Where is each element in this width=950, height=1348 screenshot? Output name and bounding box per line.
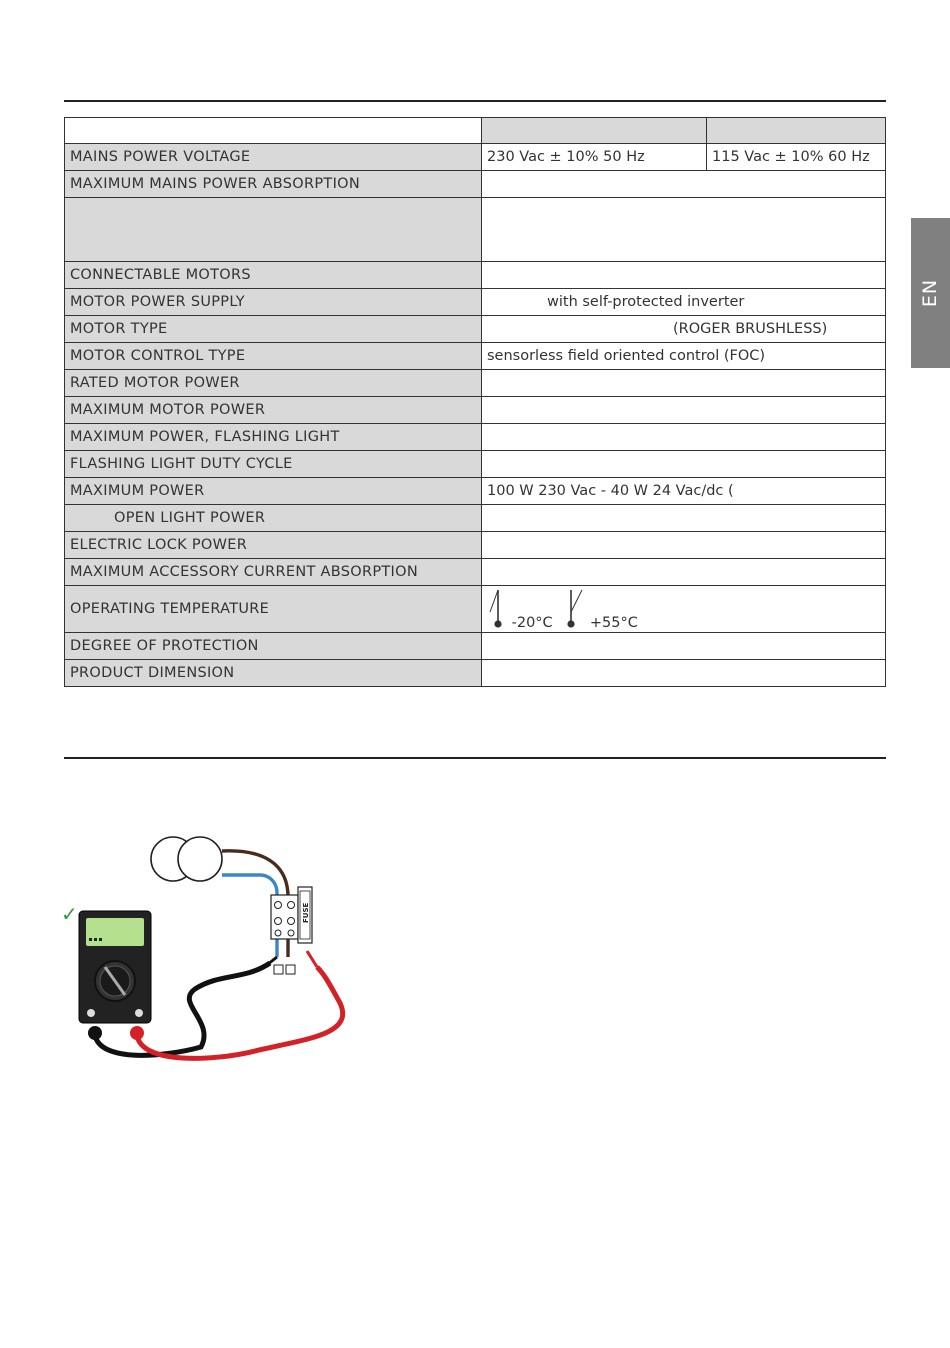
row-label: MAINS POWER VOLTAGE bbox=[65, 144, 482, 171]
row-value bbox=[482, 424, 886, 451]
row-value bbox=[482, 370, 886, 397]
row-value bbox=[482, 198, 886, 262]
blue-wire bbox=[222, 875, 277, 957]
test-terminal bbox=[286, 965, 295, 974]
table-row bbox=[65, 198, 886, 262]
row-value bbox=[482, 171, 886, 198]
row-label: MAXIMUM POWER bbox=[65, 478, 482, 505]
table-row bbox=[65, 424, 886, 451]
temperature-max: +55°C bbox=[589, 614, 638, 631]
row-label: OPERATING TEMPERATURE bbox=[65, 586, 482, 633]
row-label: MAXIMUM POWER, FLASHING LIGHT bbox=[65, 424, 482, 451]
language-tab bbox=[911, 218, 950, 368]
header-cell bbox=[65, 118, 482, 144]
test-terminal bbox=[274, 965, 283, 974]
row-label: DEGREE OF PROTECTION bbox=[65, 633, 482, 660]
table-row bbox=[65, 505, 886, 532]
header-cell bbox=[707, 118, 886, 144]
table-row bbox=[65, 559, 886, 586]
multimeter-icon bbox=[79, 911, 151, 1040]
row-value bbox=[482, 505, 886, 532]
table-row bbox=[65, 144, 886, 171]
terminal-block-icon bbox=[271, 895, 298, 939]
row-label: MOTOR CONTROL TYPE bbox=[65, 343, 482, 370]
fuse-icon bbox=[298, 887, 312, 943]
row-value bbox=[482, 559, 886, 586]
table-row bbox=[65, 397, 886, 424]
check-mark-icon: ✓ bbox=[61, 902, 78, 926]
table-row bbox=[65, 633, 886, 660]
red-probe bbox=[307, 951, 317, 967]
top-rule bbox=[64, 100, 886, 102]
table-row bbox=[65, 532, 886, 559]
thermometer-high-icon bbox=[563, 588, 585, 630]
row-value bbox=[482, 633, 886, 660]
row-label: PRODUCT DIMENSION bbox=[65, 660, 482, 687]
table-header-row bbox=[65, 118, 886, 144]
row-value: (ROGER BRUSHLESS) bbox=[482, 316, 886, 343]
row-value bbox=[482, 660, 886, 687]
row-value bbox=[482, 397, 886, 424]
row-value: 230 Vac ± 10% 50 Hz bbox=[482, 144, 707, 171]
table-row bbox=[65, 171, 886, 198]
table-row bbox=[65, 289, 886, 316]
row-label: CONNECTABLE MOTORS bbox=[65, 262, 482, 289]
row-label: MOTOR POWER SUPPLY bbox=[65, 289, 482, 316]
temperature-min: -20°C bbox=[511, 614, 553, 631]
row-label: ELECTRIC LOCK POWER bbox=[65, 532, 482, 559]
row-label: RATED MOTOR POWER bbox=[65, 370, 482, 397]
table-row bbox=[65, 478, 886, 505]
row-value bbox=[482, 262, 886, 289]
row-label: MAXIMUM MAINS POWER ABSORPTION bbox=[65, 171, 482, 198]
row-value bbox=[482, 532, 886, 559]
specifications-table bbox=[64, 117, 886, 687]
table-row bbox=[65, 316, 886, 343]
multimeter-wiring-diagram bbox=[55, 825, 355, 1075]
row-value: 100 W 230 Vac - 40 W 24 Vac/dc ( bbox=[482, 478, 886, 505]
section-rule bbox=[64, 757, 886, 759]
row-label: MOTOR TYPE bbox=[65, 316, 482, 343]
language-tab-label: EN bbox=[919, 278, 942, 308]
table-row bbox=[65, 343, 886, 370]
row-value: with self-protected inverter bbox=[482, 289, 886, 316]
row-label: MAXIMUM ACCESSORY CURRENT ABSORPTION bbox=[65, 559, 482, 586]
red-test-lead bbox=[137, 967, 343, 1058]
table-row bbox=[65, 370, 886, 397]
row-label: MAXIMUM MOTOR POWER bbox=[65, 397, 482, 424]
row-value bbox=[482, 451, 886, 478]
table-row bbox=[65, 262, 886, 289]
table-row bbox=[65, 660, 886, 687]
temperature-cell bbox=[482, 586, 886, 633]
table-row bbox=[65, 586, 886, 633]
row-label: FLASHING LIGHT DUTY CYCLE bbox=[65, 451, 482, 478]
transformer-icon bbox=[151, 837, 222, 881]
row-value: 115 Vac ± 10% 60 Hz bbox=[707, 144, 886, 171]
row-label bbox=[65, 198, 482, 262]
header-cell bbox=[482, 118, 707, 144]
table-row bbox=[65, 451, 886, 478]
row-value: sensorless field oriented control (FOC) bbox=[482, 343, 886, 370]
thermometer-low-icon bbox=[487, 588, 507, 630]
row-label: OPEN LIGHT POWER bbox=[65, 505, 482, 532]
fuse-label: FUSE bbox=[302, 902, 310, 923]
